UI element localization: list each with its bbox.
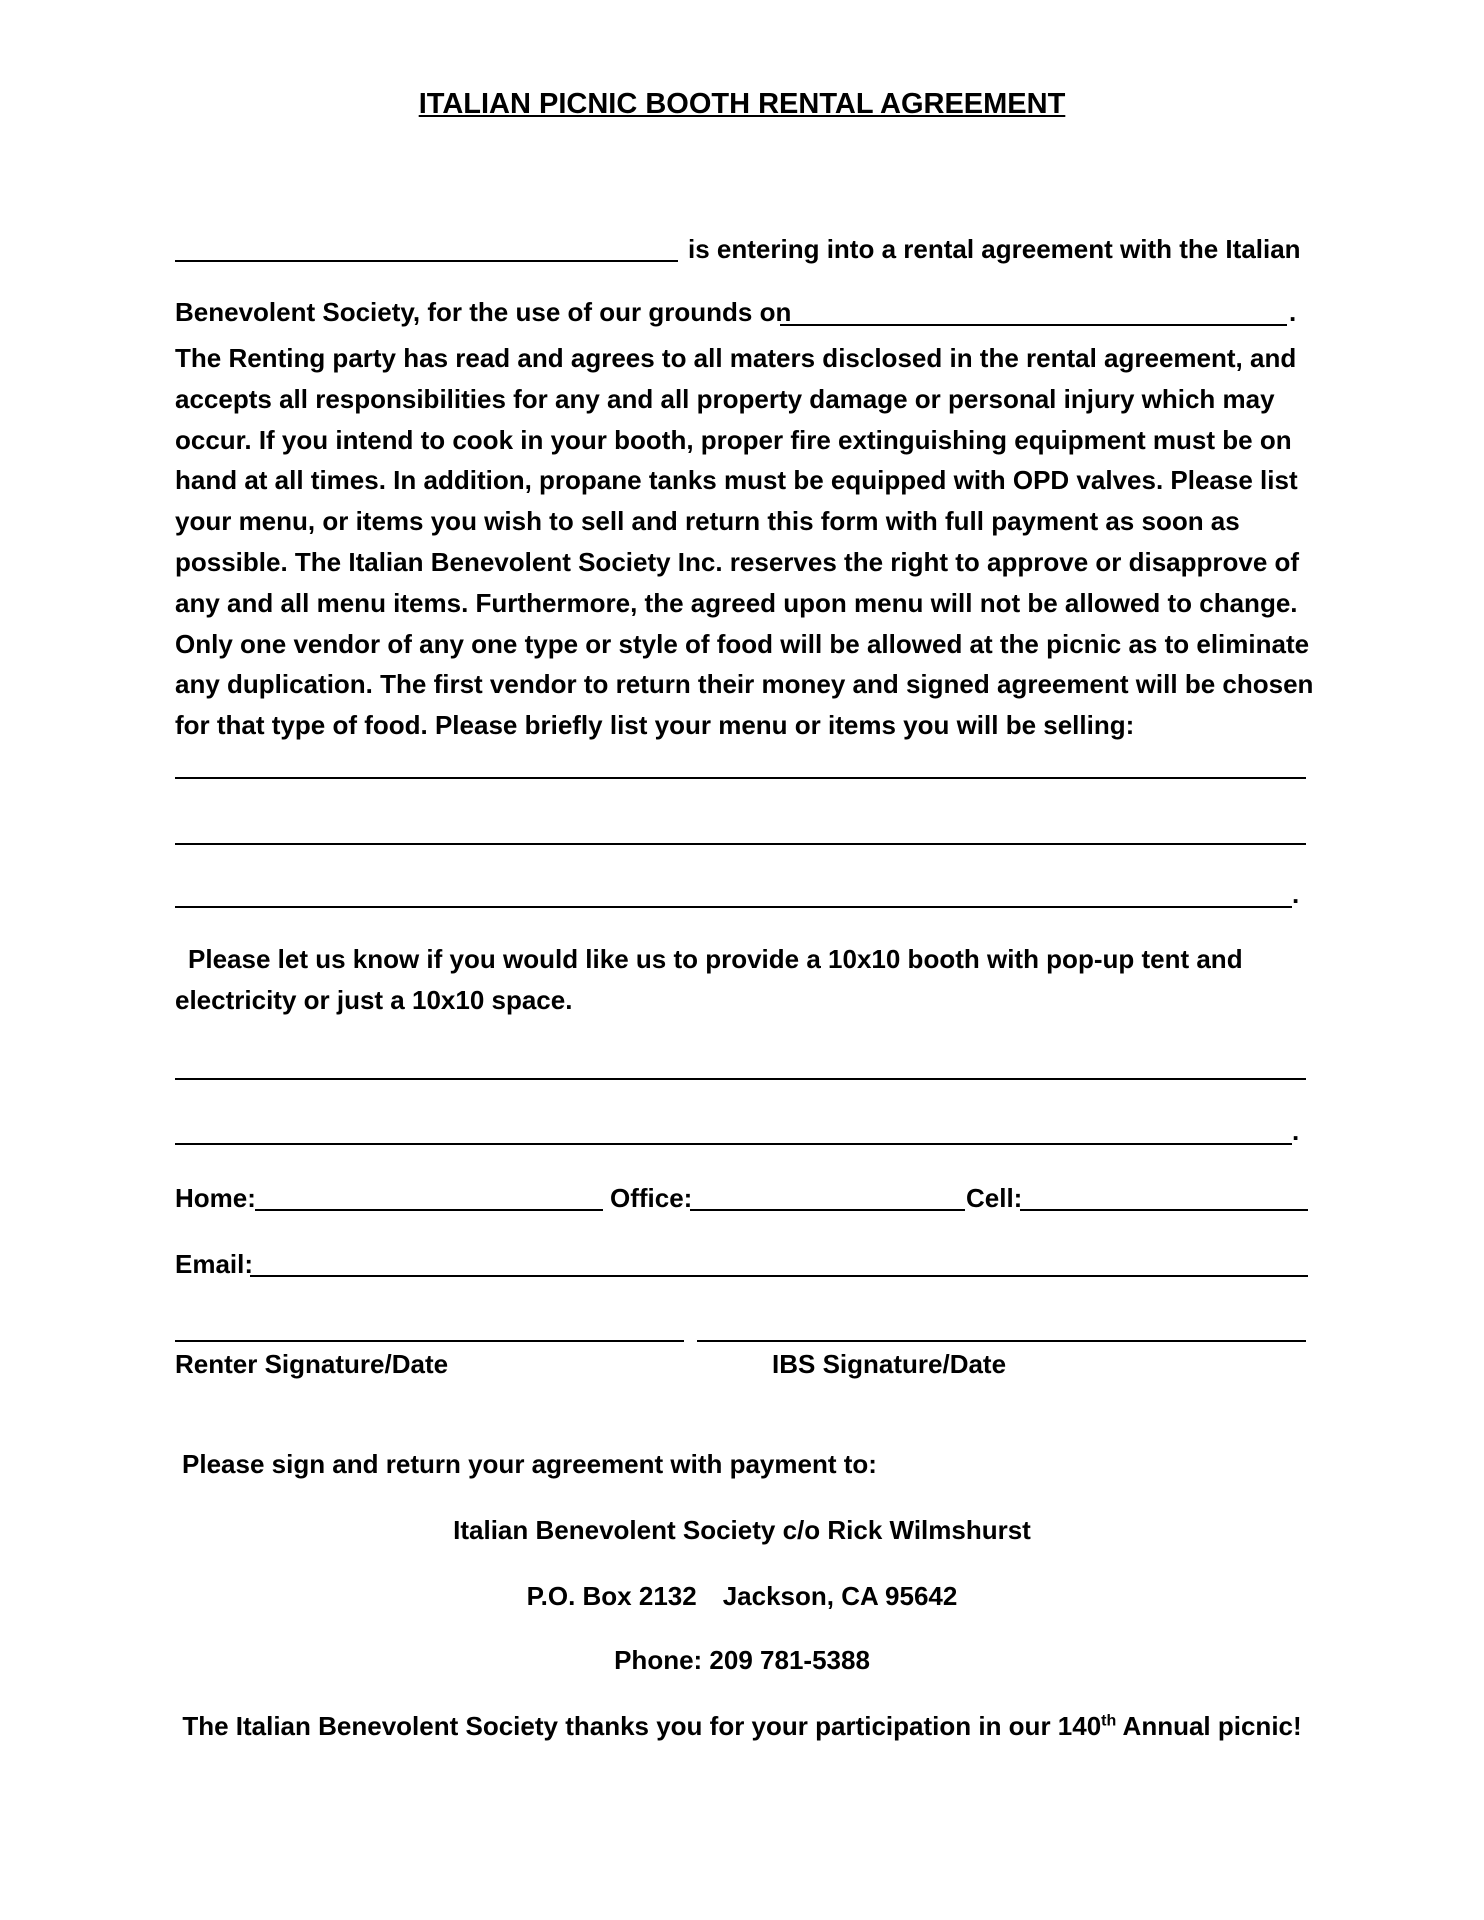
menu-line-2[interactable]	[175, 843, 1306, 845]
intro-line-1: is entering into a rental agreement with the Italian	[688, 234, 1301, 264]
email-label: Email:	[175, 1249, 254, 1279]
ibs-signature-field[interactable]	[697, 1340, 1306, 1342]
menu-line-1[interactable]	[175, 777, 1306, 779]
renter-signature-field[interactable]	[175, 1340, 684, 1342]
address-name: Italian Benevolent Society c/o Rick Wilmshurst	[453, 1515, 1031, 1545]
thanks-text-end: Annual picnic!	[1116, 1711, 1302, 1741]
renter-signature-label: Renter Signature/Date	[175, 1349, 449, 1379]
intro-period: .	[1289, 297, 1297, 327]
address-line	[0, 1581, 1484, 1612]
email-field[interactable]	[250, 1275, 1308, 1277]
renter-name-field[interactable]	[175, 260, 678, 262]
booth-paragraph: Please let us know if you would like us to provide a 10x10 booth with pop-up tent and electricity or just a 10x10 space.	[175, 944, 1243, 1015]
ibs-signature-label: IBS Signature/Date	[772, 1349, 1007, 1379]
menu-line-period: .	[1292, 879, 1300, 909]
office-phone-field[interactable]	[690, 1209, 965, 1211]
ordinal-suffix: th	[1101, 1712, 1117, 1730]
office-label: Office:	[610, 1183, 693, 1213]
city-state-zip: Jackson, CA 95642	[722, 1581, 958, 1611]
cell-label: Cell:	[966, 1183, 1023, 1213]
thanks-line	[0, 1711, 1484, 1742]
home-phone-field[interactable]	[255, 1209, 603, 1211]
thanks-text: The Italian Benevolent Society thanks you for your participation in our 140	[182, 1711, 1102, 1741]
intro-line-2: Benevolent Society, for the use of our grounds on	[175, 297, 792, 327]
booth-line-2[interactable]	[175, 1143, 1292, 1145]
rental-date-field[interactable]	[780, 324, 1287, 326]
booth-line-1[interactable]	[175, 1078, 1306, 1080]
terms-paragraph: The Renting party has read and agrees to all maters disclosed in the rental agreement, and accepts all responsibilities for any and all property damage or personal injury which may occur. If you intend to cook in your booth, proper fire extinguishing equipment must be on hand at all times. In addition, propane tanks must be equipped with OPD valves. Please list your menu, or items you wish to sell and return this form with full payment as soon as possible. The Italian Benevolent Society Inc. reserves the right to approve or disapprove of any and all menu items. Furthermore, the agreed upon menu will not be allowed to change. Only one vendor of any one type or style of food will be allowed at the picnic as to eliminate any duplication. The first vendor to return their money and signed agreement will be chosen for that type of food. Please briefly list your menu or items you will be selling:	[175, 343, 1314, 741]
page-title: ITALIAN PICNIC BOOTH RENTAL AGREEMENT	[418, 88, 1066, 120]
booth-line-period: .	[1292, 1116, 1300, 1146]
home-label: Home:	[175, 1183, 256, 1213]
phone-line: Phone: 209 781-5388	[614, 1645, 870, 1675]
menu-line-3[interactable]	[175, 906, 1292, 908]
cell-phone-field[interactable]	[1020, 1209, 1308, 1211]
return-instructions: Please sign and return your agreement with payment to:	[182, 1449, 877, 1479]
po-box: P.O. Box 2132	[526, 1581, 697, 1611]
